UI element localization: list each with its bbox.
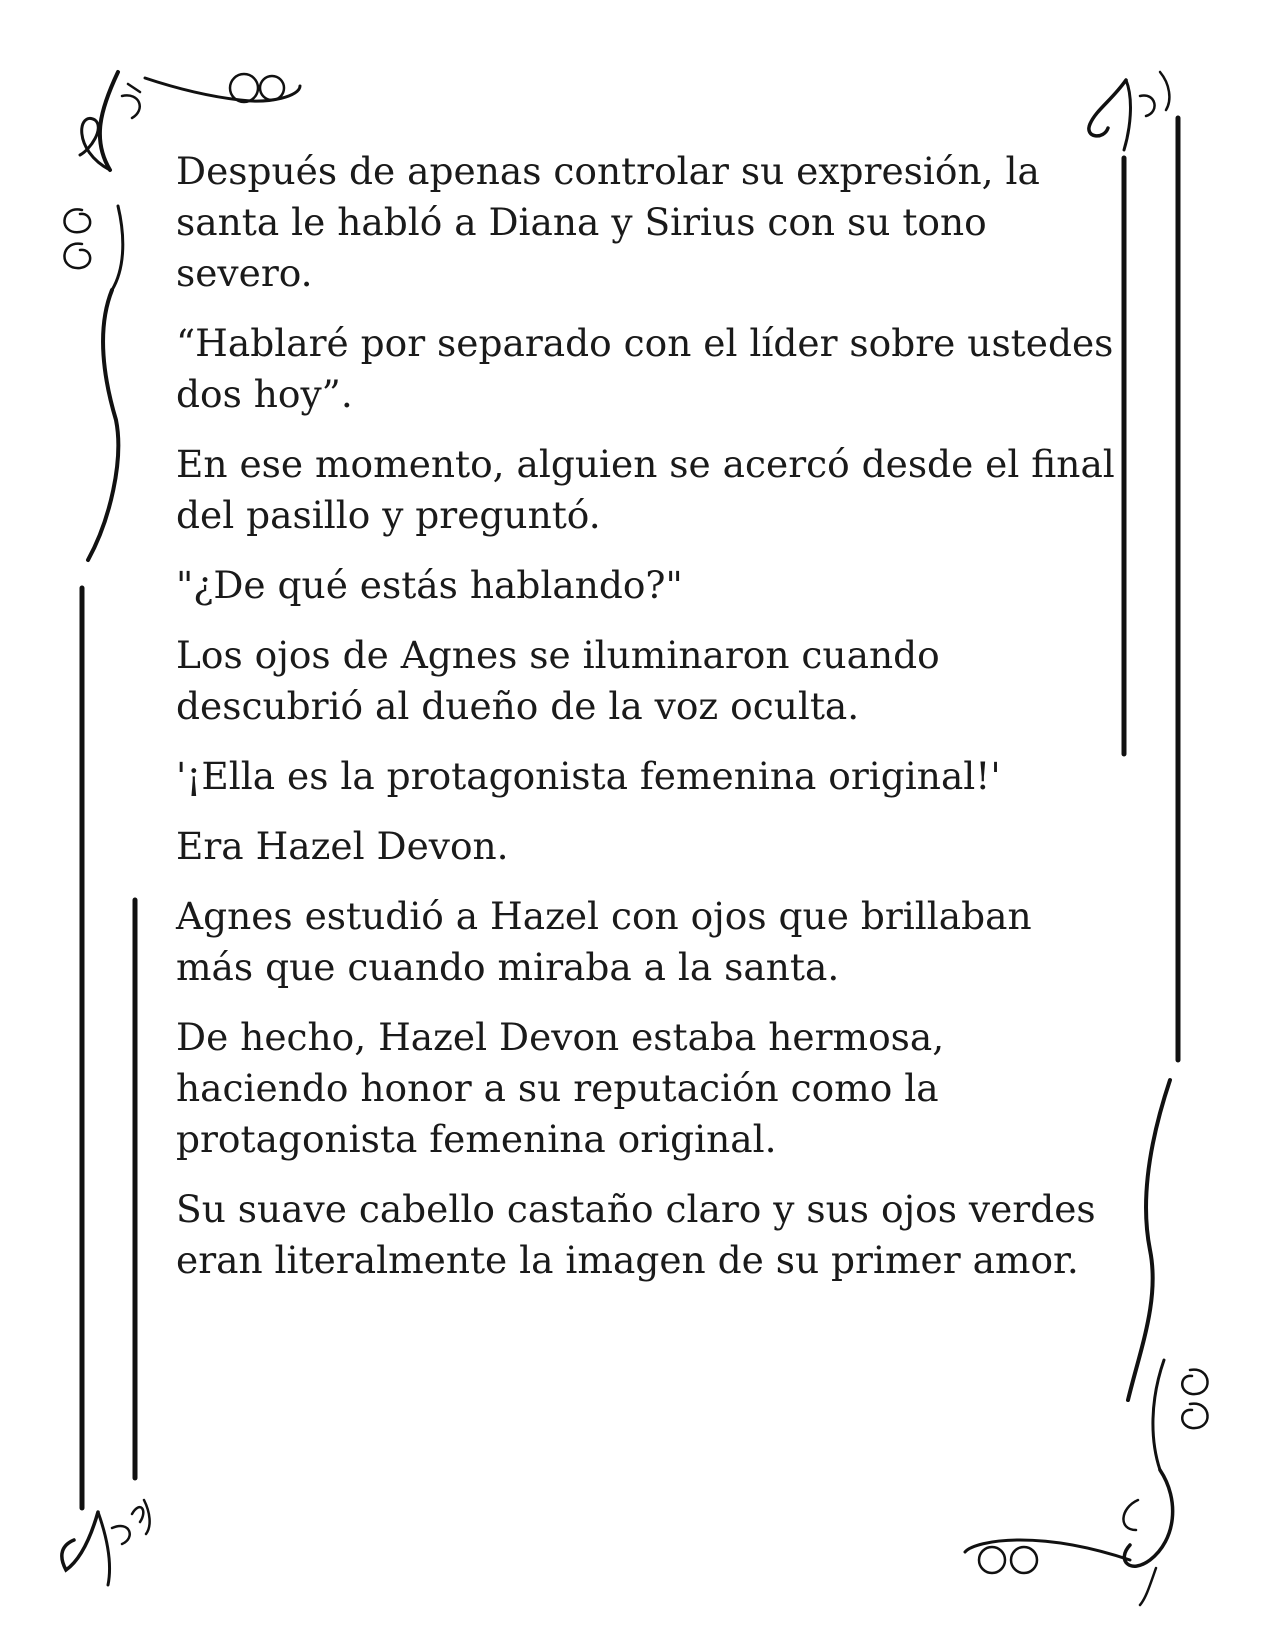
top-right-flourish [1089, 72, 1169, 150]
paragraph-4: "¿De qué estás hablando?" [176, 563, 683, 607]
paragraph-9: De hecho, Hazel Devon estaba hermosa, haciendo honor a su reputación como la protagonista femenina original. [176, 1015, 945, 1161]
paragraph-10: Su suave cabello castaño claro y sus ojos verdes eran literalmente la imagen de su primer amor. [176, 1187, 1096, 1282]
paragraph-7: Era Hazel Devon. [176, 824, 509, 868]
paragraph-2: “Hablaré por separado con el líder sobre ustedes dos hoy”. [176, 321, 1114, 416]
paragraph-3: En ese momento, alguien se acercó desde el final del pasillo y preguntó. [176, 442, 1115, 537]
bottom-left-flourish [62, 1500, 150, 1585]
body-text [176, 146, 1116, 1305]
paragraph-8: Agnes estudió a Hazel con ojos que brillaban más que cuando miraba a la santa. [176, 894, 1032, 989]
paragraph-6: '¡Ella es la protagonista femenina original!' [176, 754, 1001, 798]
paragraph-5: Los ojos de Agnes se iluminaron cuando descubrió al dueño de la voz oculta. [176, 633, 940, 728]
paragraph-1: Después de apenas controlar su expresión, la santa le habló a Diana y Sirius con su tono severo. [176, 149, 1040, 295]
